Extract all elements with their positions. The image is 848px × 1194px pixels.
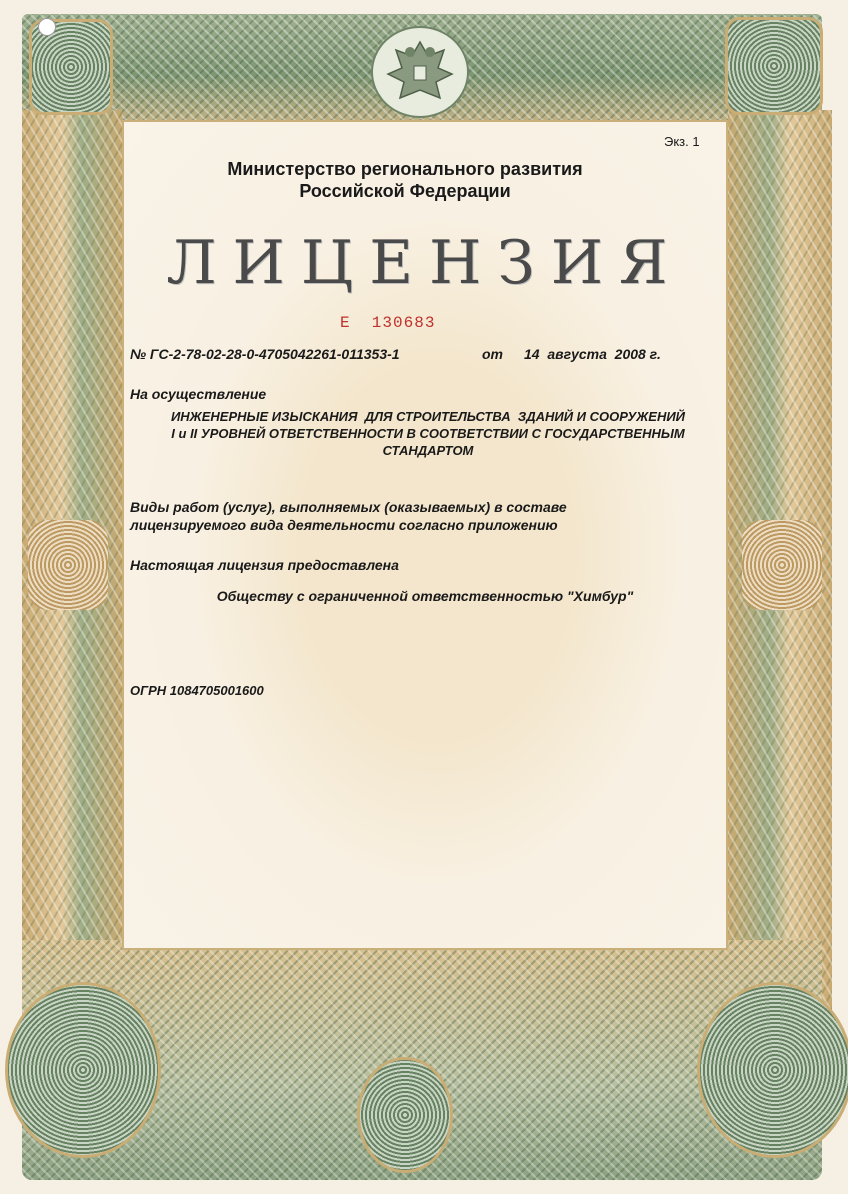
rosette-bottom-center — [360, 1060, 450, 1170]
works-line-2: лицензируемого вида деятельности согласно приложению — [130, 517, 558, 533]
license-number: № ГС-2-78-02-28-0-4705042261-011353-1 — [130, 346, 400, 362]
rosette-top-right — [728, 20, 820, 112]
copy-number: Экз. 1 — [664, 134, 700, 149]
works-line-1: Виды работ (услуг), выполняемых (оказываемых) в составе — [130, 499, 567, 515]
activity-line-1: ИНЖЕНЕРНЫЕ ИЗЫСКАНИЯ ДЛЯ СТРОИТЕЛЬСТВА ЗДАНИЙ И СООРУЖЕНИЙ — [170, 409, 686, 424]
rosette-bottom-left — [8, 985, 158, 1155]
punch-hole — [38, 18, 56, 36]
ogrn-number: ОГРН 1084705001600 — [130, 683, 264, 698]
from-label: от — [482, 346, 503, 362]
issuing-authority — [140, 158, 670, 202]
activity-line-3: СТАНДАРТОМ — [382, 443, 474, 458]
ministry-line-1: Министерство регионального развития — [227, 159, 583, 179]
serial-number: Е 130683 — [340, 314, 436, 332]
works-description — [130, 498, 690, 534]
granted-label: Настоящая лицензия предоставлена — [130, 557, 399, 573]
coat-of-arms-emblem-icon — [370, 22, 470, 118]
issue-date: 14 августа 2008 г. — [524, 346, 661, 362]
licensee-company: Обществу с ограниченной ответственностью "Химбур" — [216, 588, 634, 604]
license-number-line — [130, 346, 661, 362]
activity-line-2: I и II УРОВНЕЙ ОТВЕТСТВЕННОСТИ В СООТВЕТСТВИИ С ГОСУДАРСТВЕННЫМ — [171, 426, 685, 441]
licensed-activity — [138, 408, 718, 459]
rosette-bottom-right — [700, 985, 848, 1155]
document-title: ЛИЦЕНЗИЯ — [166, 228, 684, 298]
ministry-line-2: Российской Федерации — [299, 181, 511, 201]
rosette-middle-right — [742, 520, 822, 610]
rosette-middle-left — [28, 520, 108, 610]
purpose-label: На осуществление — [130, 386, 267, 402]
